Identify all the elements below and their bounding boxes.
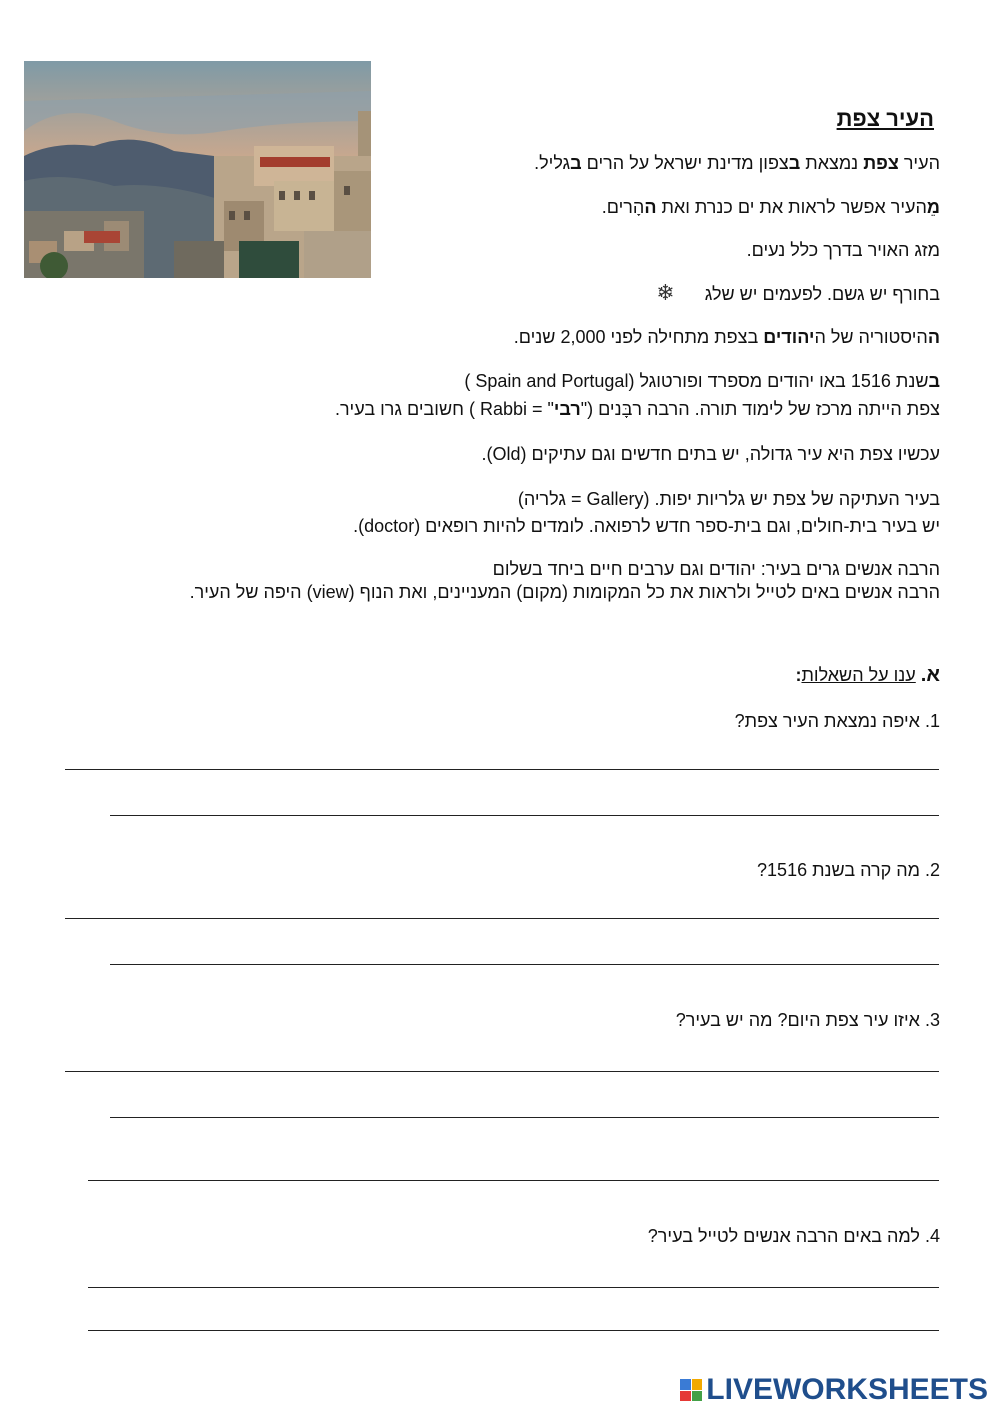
paragraph-winter xyxy=(656,283,940,305)
logo-tile xyxy=(692,1391,703,1402)
bold-text-run: ה xyxy=(927,327,940,347)
answer-line[interactable] xyxy=(88,1180,939,1181)
bold-text-run: צפת xyxy=(863,153,899,173)
text-run: גליל. xyxy=(534,153,571,173)
question-text: למה באים הרבה אנשים לטייל בעיר? xyxy=(647,1226,925,1246)
text-run: נמצאת xyxy=(800,153,864,173)
question-text: איזו עיר צפת היום? מה יש בעיר? xyxy=(675,1010,925,1030)
bold-text-run: ב xyxy=(928,371,940,391)
text-run: צפת הייתה מרכז של לימוד תורה. הרבה רבָּנים (" xyxy=(580,399,940,419)
question-3 xyxy=(676,1009,940,1031)
logo-text: LIVEWORKSHEETS xyxy=(706,1373,988,1406)
safed-city-image xyxy=(24,61,371,278)
section-colon: : xyxy=(795,665,802,685)
answer-line[interactable] xyxy=(65,1071,939,1072)
question-4 xyxy=(648,1225,940,1247)
text-run: היסטוריה של ה xyxy=(814,327,928,347)
text-run: הָרים. xyxy=(601,197,645,217)
paragraph-galleries: בעיר העתיקה של צפת יש גלריות יפות. (Gallery = גלריה) xyxy=(517,489,940,509)
logo-tile xyxy=(692,1379,703,1390)
liveworksheets-icon xyxy=(680,1379,702,1401)
safed-photo xyxy=(24,61,371,278)
question-1 xyxy=(735,710,940,732)
section-label: ענו על השאלות xyxy=(801,665,916,685)
text-run: צפון מדינת ישראל על הרים xyxy=(581,153,789,173)
answer-line[interactable] xyxy=(110,1117,939,1118)
paragraph-weather: מזג האויר בדרך כלל נעים. xyxy=(746,240,940,260)
paragraph-torah xyxy=(335,398,940,420)
paragraph-tourism: הרבה אנשים באים לטייל ולראות את כל המקומות (מקום) המעניינים, ואת הנוף (view) היפה של העיר. xyxy=(189,582,940,602)
liveworksheets-logo[interactable] xyxy=(680,1373,988,1407)
bold-text-run: מֵ xyxy=(926,197,940,217)
text-run: " = Rabbi ) חשובים גרו בעיר. xyxy=(334,399,554,419)
paragraph-hospital: יש בעיר בית-חולים, וגם בית-ספר חדש לרפואה. לומדים להיות רופאים (doctor). xyxy=(353,516,940,536)
question-number: 2. xyxy=(924,860,940,880)
question-number: 4. xyxy=(924,1226,940,1246)
question-2 xyxy=(757,859,940,881)
answer-line[interactable] xyxy=(65,918,939,919)
text-run: שנת 1516 באו יהודים מספרד ופורטוגל (Spain and Portugal ) xyxy=(464,371,929,391)
question-number: 1. xyxy=(924,711,940,731)
paragraph-1516 xyxy=(464,370,940,392)
logo-tile xyxy=(680,1391,691,1402)
answer-line[interactable] xyxy=(110,964,939,965)
page-title: העיר צפת xyxy=(836,106,934,131)
bold-text-run: ב xyxy=(570,153,582,173)
section-letter: א. xyxy=(920,664,940,686)
answer-line[interactable] xyxy=(110,815,939,816)
text-run: בצפת מתחילה לפני 2,000 שנים. xyxy=(513,327,764,347)
paragraph-history xyxy=(514,326,940,348)
question-text: מה קרה בשנת 1516? xyxy=(757,860,925,880)
paragraph-residents: הרבה אנשים גרים בעיר: יהודים וגם ערבים חיים ביחד בשלום xyxy=(492,559,940,579)
text-run: העיר אפשר לראות את ים כנרת ואת xyxy=(656,197,927,217)
text-run: בחורף יש גשם. לפעמים יש שלג xyxy=(704,284,940,304)
paragraph-today: עכשיו צפת היא עיר גדולה, יש בתים חדשים וגם עתיקים (Old). xyxy=(481,444,940,464)
bold-text-run: ב xyxy=(788,153,801,173)
paragraph-view xyxy=(602,196,940,218)
answer-line[interactable] xyxy=(88,1287,939,1288)
snowflake-icon: ❄ xyxy=(656,281,675,306)
bold-text-run: יהודים xyxy=(763,327,815,347)
bold-text-run: רבי xyxy=(553,399,581,419)
bold-text-run: ה xyxy=(644,197,657,217)
question-text: איפה נמצאת העיר צפת? xyxy=(734,711,925,731)
answer-line[interactable] xyxy=(88,1330,939,1331)
paragraph-location xyxy=(534,152,940,174)
logo-tile xyxy=(680,1379,691,1390)
answer-line[interactable] xyxy=(65,769,939,770)
question-number: 3. xyxy=(924,1010,940,1030)
section-header xyxy=(795,664,940,686)
text-run: העיר xyxy=(898,153,940,173)
